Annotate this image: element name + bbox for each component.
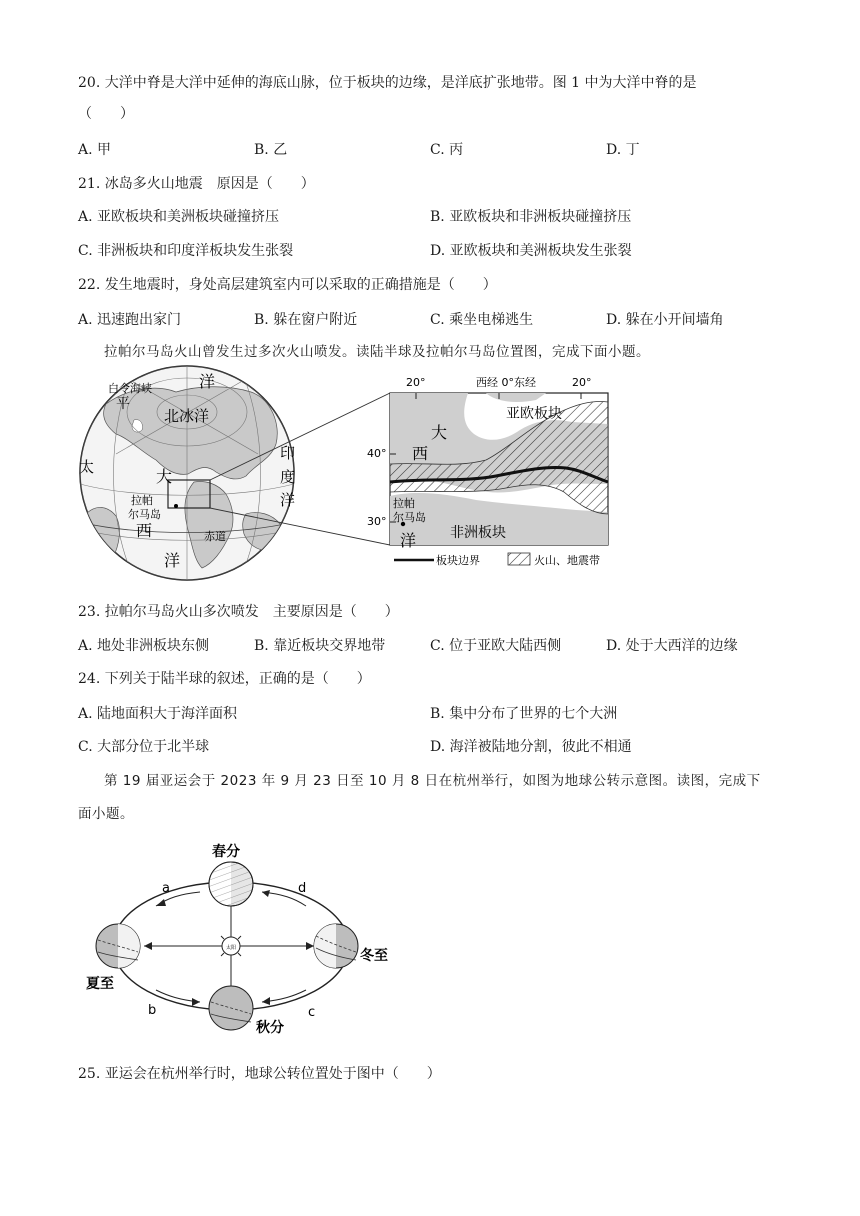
inset-label-african-plate: 非洲板块	[450, 525, 506, 541]
land-hemisphere-figure	[76, 364, 636, 582]
globe-label-du: 度	[280, 468, 296, 486]
reading-intro-asian-games-1: 第 19 届亚运会于 2023 年 9 月 23 日至 10 月 8 日在杭州举行，如图为地球公转示意图。读图，完成下	[104, 773, 761, 789]
globe-label-lapalma-1: 拉帕	[131, 494, 153, 507]
q22-option-c: C. 乘坐电梯逃生	[430, 312, 534, 328]
globe-label-equator: 赤道	[204, 530, 226, 543]
globe-label-yang: 洋	[280, 491, 296, 509]
inset-lat-30: 30°	[367, 515, 387, 528]
inset-lat-40: 40°	[367, 447, 387, 460]
q24-option-a: A. 陆地面积大于海洋面积	[78, 706, 238, 722]
inset-lon-0: 西经 0°东经	[476, 376, 536, 389]
inset-legend	[394, 553, 600, 567]
q23-option-c: C. 位于亚欧大陆西侧	[430, 638, 562, 654]
arrow-label-a: a	[162, 881, 170, 896]
q22-stem: 22. 发生地震时，身处高层建筑室内可以采取的正确措施是（ ）	[78, 277, 497, 293]
q22-option-d: D. 躲在小开间墙角	[606, 312, 724, 328]
q24-option-b: B. 集中分布了世界的七个大洲	[430, 706, 618, 722]
q20-stem: 20. 大洋中脊是大洋中延伸的海底山脉，位于板块的边缘，是洋底扩张地带。图 1 中为大洋中脊的是	[78, 75, 697, 91]
q24-option-c: C. 大部分位于北半球	[78, 739, 210, 755]
earth-autumn-equinox	[209, 986, 253, 1030]
earth-summer-solstice	[96, 924, 140, 968]
q20-paren: （ ）	[78, 106, 134, 122]
q21-option-b: B. 亚欧板块和非洲板块碰撞挤压	[430, 209, 632, 225]
inset-label-eurasian-plate: 亚欧板块	[506, 406, 562, 422]
q23-option-b: B. 靠近板块交界地带	[254, 638, 386, 654]
label-autumn-equinox: 秋分	[256, 1020, 284, 1036]
q20-option-a: A. 甲	[78, 142, 112, 158]
q22-option-b: B. 躲在窗户附近	[254, 312, 358, 328]
arrow-label-d: d	[298, 881, 307, 896]
earth-winter-solstice	[314, 924, 358, 968]
globe-label-yin: 印	[280, 444, 296, 462]
q21-option-d: D. 亚欧板块和美洲板块发生张裂	[430, 243, 632, 259]
globe-map	[79, 364, 295, 582]
inset-map	[367, 376, 608, 550]
q23-option-a: A. 地处非洲板块东侧	[78, 638, 210, 654]
globe-label-tai: 太	[79, 458, 95, 476]
globe-label-bering: 白令海峡	[108, 382, 152, 395]
q21-stem: 21. 冰岛多火山地震 原因是（ ）	[78, 176, 315, 192]
legend-plate-boundary: 板块边界	[436, 554, 480, 567]
q20-option-c: C. 丙	[430, 142, 464, 158]
globe-label-yang-2: 洋	[164, 551, 181, 570]
label-summer-solstice: 夏至	[86, 976, 114, 992]
earth-spring-equinox	[209, 862, 253, 906]
inset-label-lapalma-2: 尔马岛	[393, 511, 426, 524]
globe-label-arctic: 北冰洋	[164, 407, 210, 425]
arrow-label-b: b	[148, 1003, 157, 1018]
inset-label-lapalma-1: 拉帕	[393, 497, 415, 510]
globe-label-ping: 平	[116, 396, 130, 412]
q24-stem: 24. 下列关于陆半球的叙述，正确的是（ ）	[78, 671, 371, 687]
inset-lon-20w: 20°	[406, 376, 426, 389]
inset-lon-20e: 20°	[572, 376, 592, 389]
inset-label-da: 大	[431, 423, 448, 442]
inset-label-yang: 洋	[400, 531, 417, 550]
q25-stem: 25. 亚运会在杭州举行时，地球公转位置处于图中（ ）	[78, 1066, 441, 1082]
q20-option-b: B. 乙	[254, 142, 288, 158]
globe-label-lapalma-2: 尔马岛	[128, 508, 161, 521]
inset-label-xi: 西	[412, 444, 429, 463]
label-winter-solstice: 冬至	[360, 948, 388, 964]
q22-option-a: A. 迅速跑出家门	[78, 312, 182, 328]
q23-option-d: D. 处于大西洋的边缘	[606, 638, 738, 654]
globe-label-da: 大	[156, 467, 173, 486]
arrow-label-c: c	[308, 1005, 316, 1020]
sun-label: 太阳	[225, 945, 237, 951]
reading-intro-lapalma: 拉帕尔马岛火山曾发生过多次火山喷发。读陆半球及拉帕尔马岛位置图，完成下面小题。	[104, 344, 650, 360]
legend-volcano-belt: 火山、地震带	[534, 554, 600, 567]
reading-intro-asian-games-2: 面小题。	[78, 806, 134, 822]
q24-option-d: D. 海洋被陆地分割，彼此不相通	[430, 739, 632, 755]
q21-option-a: A. 亚欧板块和美洲板块碰撞挤压	[78, 209, 280, 225]
label-spring-equinox: 春分	[212, 844, 240, 860]
q21-option-c: C. 非洲板块和印度洋板块发生张裂	[78, 243, 294, 259]
q23-stem: 23. 拉帕尔马岛火山多次喷发 主要原因是（ ）	[78, 604, 399, 620]
globe-label-xi: 西	[136, 521, 153, 540]
globe-label-ocean-1: 洋	[199, 372, 216, 391]
q20-option-d: D. 丁	[606, 142, 640, 158]
earth-revolution-diagram	[84, 836, 404, 1042]
